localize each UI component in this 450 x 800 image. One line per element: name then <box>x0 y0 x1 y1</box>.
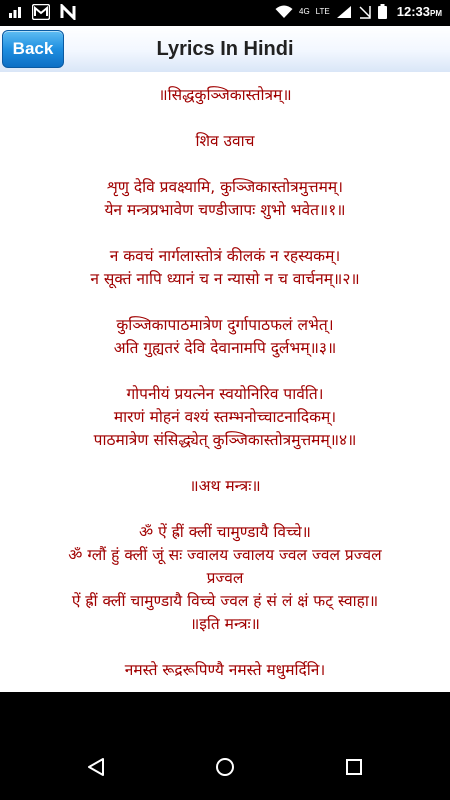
lyrics-line: कुञ्जिकापाठमात्रेण दुर्गापाठफलं लभेत्। <box>116 316 334 334</box>
lyrics-blank-line <box>0 153 450 176</box>
m-app-icon <box>32 4 50 20</box>
lyrics-blank-line <box>0 498 450 521</box>
lyrics-line: ॐ ऐं ह्रीं क्लीं चामुण्डायै विच्चे॥ <box>139 523 311 541</box>
lyrics-line: शिव उवाच <box>195 132 255 150</box>
signal-bars-icon <box>8 5 22 19</box>
lyrics-line: गोपनीयं प्रयत्नेन स्वयोनिरिव पार्वति। <box>126 385 324 403</box>
recents-square-icon[interactable] <box>334 754 374 780</box>
lyrics-line: अति गुह्यतरं देवि देवानामपि दुर्लभम्॥३॥ <box>113 339 337 357</box>
no-sim-icon <box>358 5 372 19</box>
wifi-icon <box>275 5 293 19</box>
status-left-icons <box>8 4 76 20</box>
lyrics-line: मारणं मोहनं वश्यं स्तम्भनोच्चाटनादिकम्। <box>113 408 337 426</box>
network-type-label: 4G <box>299 7 310 16</box>
page-title: Lyrics In Hindi <box>156 38 294 60</box>
back-button[interactable]: Back <box>2 30 64 68</box>
lyrics-text <box>0 72 450 682</box>
lyrics-blank-line <box>0 222 450 245</box>
lyrics-scroll-view[interactable] <box>0 72 450 692</box>
status-time-value: 12:33 <box>396 4 430 19</box>
lyrics-line: ॥इति मन्त्रः॥ <box>190 615 260 633</box>
lyrics-line: पाठमात्रेण संसिद्ध्येत् कुञ्जिकास्तोत्रमुत्तमम्॥४॥ <box>93 431 357 449</box>
lyrics-line: ऐं ह्रीं क्लीं चामुण्डायै विच्चे ज्वल हं सं लं क्षं फट् स्वाहा॥ <box>71 592 379 610</box>
lyrics-blank-line <box>0 360 450 383</box>
lyrics-line: ॐ ग्लौं हुं क्लीं जूं सः ज्वालय ज्वालय ज्वल ज्वल प्रज्वल <box>68 546 382 564</box>
cellular-signal-icon <box>336 5 352 19</box>
home-circle-icon[interactable] <box>205 754 245 780</box>
lyrics-line: येन मन्त्रप्रभावेण चण्डीजापः शुभो भवेत॥१॥ <box>104 201 346 219</box>
back-triangle-icon[interactable] <box>76 754 116 780</box>
lyrics-line: न कवचं नार्गलास्तोत्रं कीलकं न रहस्यकम्। <box>109 247 341 265</box>
lte-label: LTE <box>315 7 330 16</box>
lyrics-line: न सूक्तं नापि ध्यानं च न न्यासो न च वार्चनम्॥२॥ <box>90 270 360 288</box>
status-bar <box>0 0 450 26</box>
status-time <box>397 4 442 19</box>
lyrics-line: प्रज्वल <box>206 569 244 587</box>
lyrics-blank-line <box>0 107 450 130</box>
battery-icon <box>378 4 387 19</box>
lyrics-blank-line <box>0 291 450 314</box>
lyrics-line: ॥अथ मन्त्रः॥ <box>189 477 261 495</box>
status-time-suffix: PM <box>430 9 442 18</box>
lyrics-blank-line <box>0 636 450 659</box>
lyrics-line: नमस्ते रूद्ररूपिण्यै नमस्ते मधुमर्दिनि। <box>124 661 326 679</box>
system-navigation-bar <box>0 692 450 800</box>
lyrics-blank-line <box>0 452 450 475</box>
status-right-icons <box>275 4 442 19</box>
n-app-icon <box>60 4 76 20</box>
lyrics-line: ॥सिद्धकुञ्जिकास्तोत्रम्॥ <box>158 86 292 104</box>
app-header <box>0 26 450 72</box>
lyrics-line: शृणु देवि प्रवक्ष्यामि, कुञ्जिकास्तोत्रमुत्तमम्। <box>106 178 344 196</box>
